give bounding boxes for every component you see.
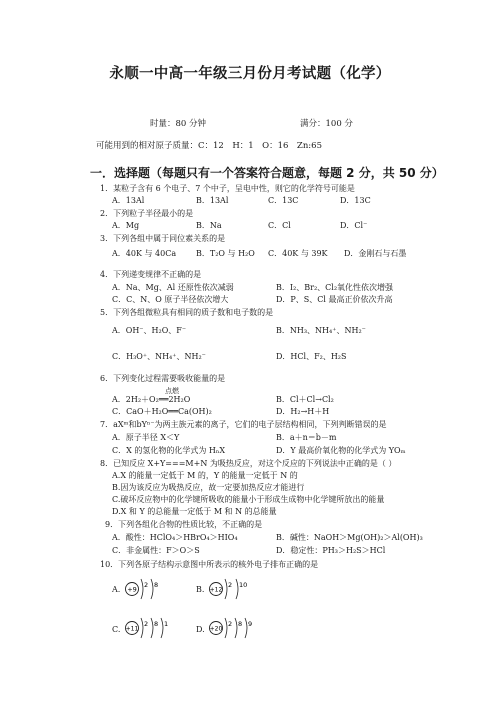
page-title: 永顺一中高一年级三月份月考试题（化学） [109,66,391,82]
nucleus-label-b: +12 [209,586,223,594]
shell-arc-d-3 [245,618,247,638]
shell-arc-a-1 [141,579,143,599]
question-8-option-a: A.X 的能量一定低于 M 的，Y 的能量一定低于 N 的 [112,471,298,480]
exam-time: 时量：80 分钟 [150,119,207,129]
question-6-option-d: D．H₂→H＋H [276,407,330,416]
shell-arc-d-2 [235,618,237,638]
shell-arc-a-2 [151,579,153,599]
shell-count-a-2: 8 [154,581,159,589]
question-3-option-c: C．40K 与 39K [268,249,328,258]
question-9-stem: 9．下列各组化合物的性质比较，不正确的是 [105,520,263,529]
question-6-option-b: B．Cl＋Cl→Cl₂ [276,395,334,404]
question-3-stem: 3．下列各组中属于同位素关系的是 [100,234,226,243]
shell-count-d-1: 2 [228,620,233,628]
atom-diagram-c [124,613,174,643]
question-9-option-b: B．碱性：NaOH＞Mg(OH)₂＞Al(OH)₃ [276,533,423,542]
shell-count-d-2: 8 [238,620,243,628]
question-5-option-d: D．HCl、F₂、H₂S [276,352,347,361]
atom-diagram-b [208,574,252,604]
question-3-option-d: D．金刚石与石墨 [344,249,407,258]
question-7-stem: 7．aXᵐ和bYⁿ⁻为两主族元素的离子，它们的电子层结构相同，下列判断错误的是 [100,420,387,429]
question-1-option-c: C．13C [268,196,299,205]
question-4-option-b: B．I₂、Br₂、Cl₂氧化性依次增强 [276,283,394,292]
atomic-mass-line: 可能用到的相对原子质量：C：12 H：1 O：16 Zn:65 [96,141,322,151]
question-5-stem: 5．下列各组微粒具有相同的质子数和电子数的是 [100,308,274,317]
atom-diagram-b-svg [208,574,252,604]
question-9-option-a: A．酸性：HClO₄＞HBrO₄＞HIO₄ [112,533,238,542]
atom-diagram-a-svg [124,574,164,604]
question-6-option-a-condition: 点燃 [165,387,179,395]
question-10-option-d-label: D. [196,625,205,634]
question-4-option-d: D．P、S、Cl 最高正价依次升高 [276,295,393,304]
shell-arc-b-2 [236,579,238,599]
question-2-option-b: B．Na [196,221,222,230]
atom-diagram-d-svg [208,613,258,643]
nucleus-label-a: +9 [127,585,137,594]
shell-arc-c-3 [161,618,163,638]
shell-count-c-1: 2 [144,620,149,628]
shell-count-c-3: 1 [164,620,169,628]
question-7-option-b: B．a＋n＝b－m [276,433,337,442]
question-10-option-a-label: A. [112,585,121,594]
question-6-option-a: A．2H₂＋O₂══2H₂O [112,395,191,404]
nucleus-label-c: +11 [125,625,139,633]
shell-arc-b-1 [225,579,227,599]
question-5-option-b: B．NH₃、NH₄⁺、NH₂⁻ [276,326,366,335]
question-1-stem: 1．某粒子含有 6 个电子、7 个中子，呈电中性，则它的化学符号可能是 [100,184,355,193]
shell-arc-c-1 [141,618,143,638]
question-3-option-b: B．T₂O 与 H₂O [196,249,255,258]
shell-count-c-2: 8 [154,620,159,628]
question-1-option-d: D．13C [340,196,371,205]
atom-diagram-c-svg [124,613,174,643]
question-4-option-c: C．C、N、O 原子半径依次增大 [112,295,229,304]
question-8-stem: 8．已知反应 X+Y===M+N 为吸热反应，对这个反应的下列说法中正确的是（ ） [100,459,397,468]
question-3-option-a: A．40K 与 40Ca [112,249,177,258]
question-8-option-b: B.因为该反应为吸热反应，故一定要加热反应才能进行 [112,483,305,492]
question-8-option-d: D.X 和 Y 的总能量一定低于 M 和 N 的总能量 [112,507,277,516]
shell-count-d-3: 9 [248,620,253,628]
question-9-option-d: D．稳定性：PH₃＞H₂S＞HCl [276,546,386,555]
question-5-option-a: A．OH⁻、H₂O、F⁻ [112,326,187,335]
question-4-stem: 4．下列递变规律不正确的是 [100,270,202,279]
question-9-option-c: C．非金属性：F＞O＞S [112,546,200,555]
question-4-option-a: A．Na、Mg、Al 还原性依次减弱 [112,283,234,292]
question-1-option-a: A．13Al [112,196,145,205]
question-10-option-c-label: C. [112,625,121,634]
shell-count-a-1: 2 [144,581,149,589]
section-heading: 一．选择题（每题只有一个答案符合题意，每题 2 分，共 50 分） [90,166,444,180]
atom-diagram-a [124,574,164,604]
question-7-option-c: C．X 的氢化物的化学式为 HₙX [112,446,226,455]
question-2-option-d: D．Cl⁻ [340,221,368,230]
question-10-stem: 10．下列各原子结构示意图中所表示的核外电子排布正确的是 [100,560,319,569]
atom-diagram-d [208,613,258,643]
question-1-option-b: B．13Al [196,196,229,205]
question-7-option-d: D．Y 最高价氧化物的化学式为 YOₘ [276,446,406,455]
exam-score: 满分：100 分 [300,119,353,129]
question-2-option-c: C．Cl [268,221,291,230]
shell-arc-d-1 [225,618,227,638]
shell-count-b-2: 10 [239,581,248,589]
shell-arc-c-2 [151,618,153,638]
question-6-option-c: C．CaO＋H₂O══Ca(OH)₂ [112,407,212,416]
question-2-stem: 2．下列粒子半径最小的是 [100,209,194,218]
question-10-option-b-label: B. [196,585,205,594]
question-5-option-c: C．H₃O⁺、NH₄⁺、NH₂⁻ [112,352,206,361]
question-8-option-c: C.破坏反应物中的化学键所吸收的能量小于形成生成物中化学键所放出的能量 [112,495,385,504]
question-7-option-a: A．原子半径 X＜Y [112,433,180,442]
question-6-stem: 6．下列变化过程需要吸收能量的是 [100,374,226,383]
shell-count-b-1: 2 [228,581,233,589]
question-2-option-a: A．Mg [112,221,140,230]
nucleus-label-d: +20 [209,625,223,633]
